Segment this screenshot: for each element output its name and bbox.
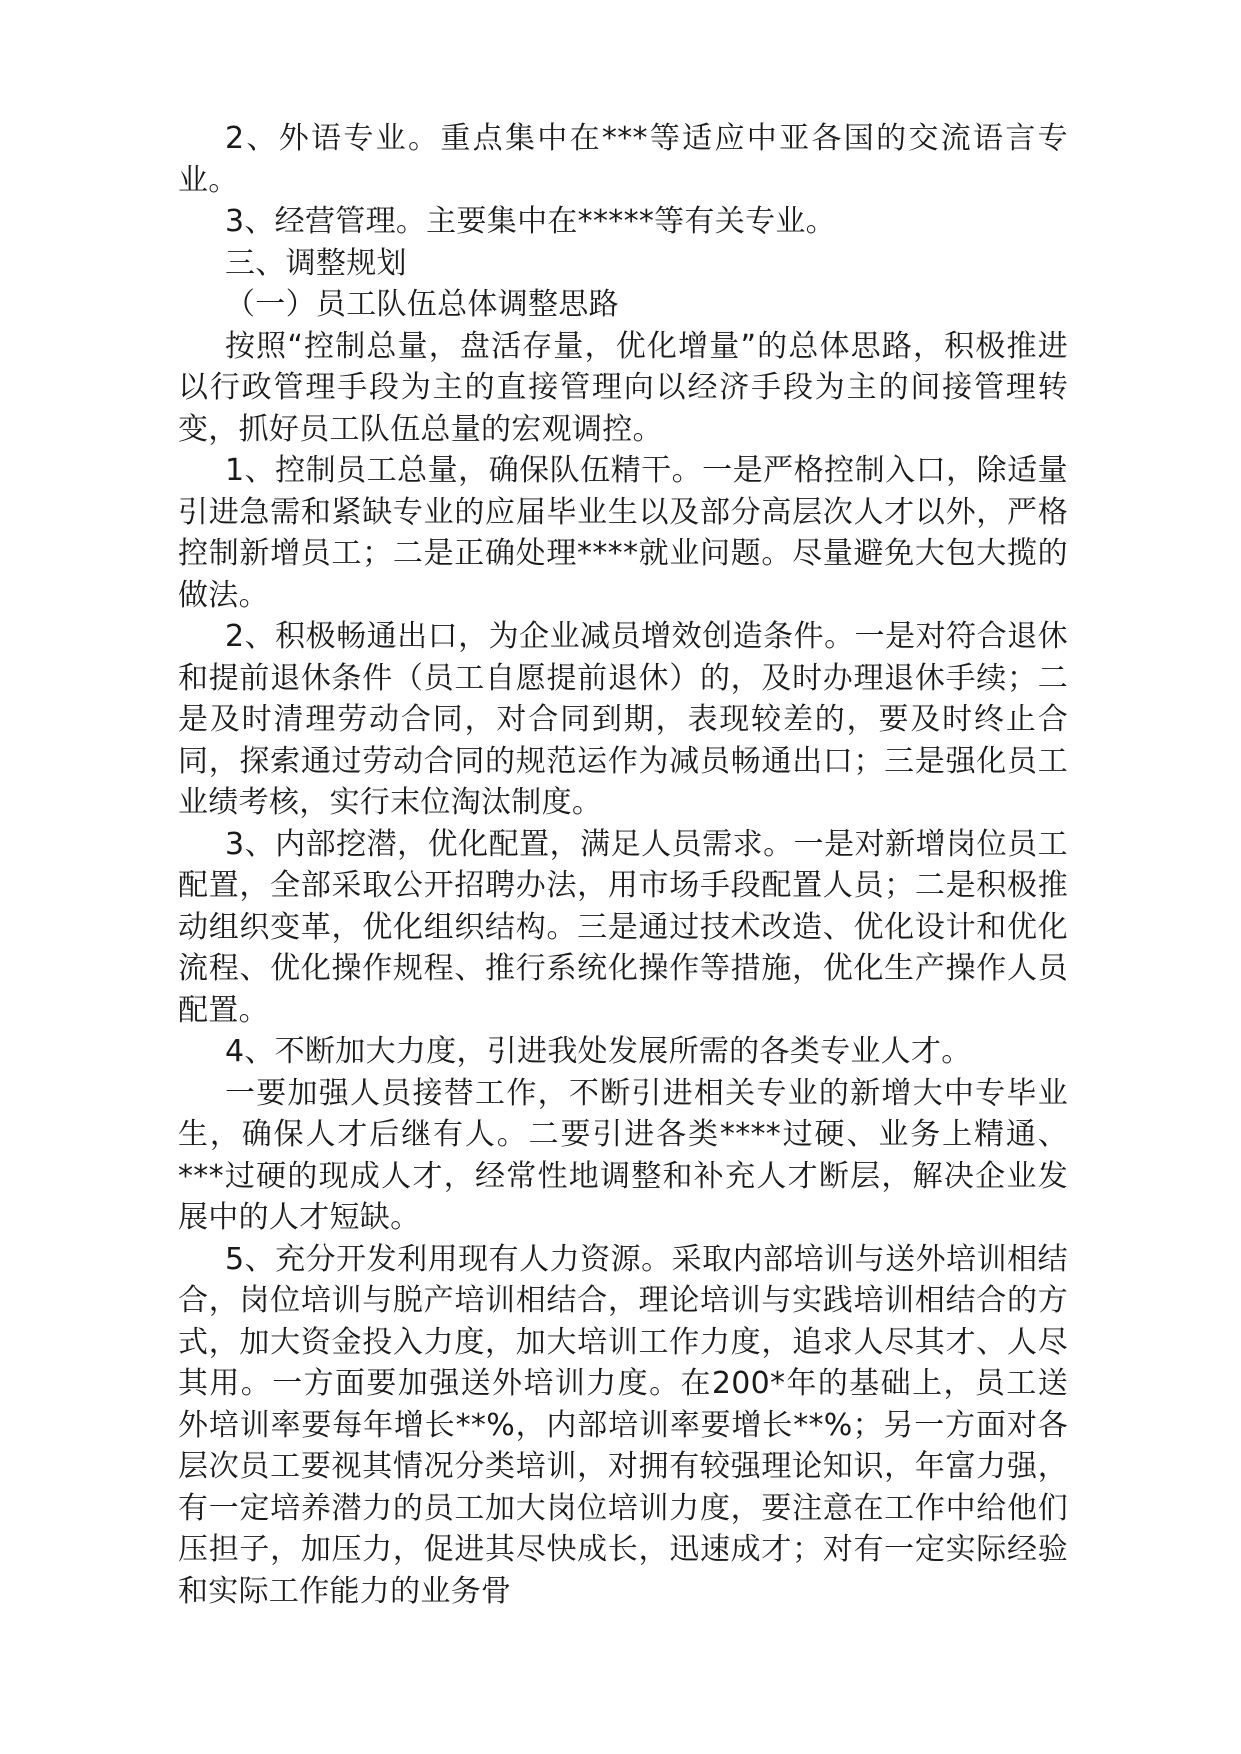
- paragraph-talent-introduction: 4、不断加大力度，引进我处发展所需的各类专业人才。: [225, 1034, 972, 1069]
- paragraph-training-development: 5、充分开发利用现有人力资源。采取内部培训与送外培训相结合，岗位培训与脱产培训相结合，理论培训与实践培训相结合的方式，加大资金投入力度，加大培训工作力度，追求人尽其才、人尽其用。一方面要加强送外培训力度。在200*年的基础上，员工送外培训率要每年增长**%，内部培训率要增长**%；另一方面对各层次员工要视其情况分类培训，对拥有较强理论知识，年富力强，有一定培养潜力的员工加大岗位培训力度，要注意在工作中给他们压担子，加压力，促进其尽快成长，迅速成才；对有一定实际经验和实际工作能力的业务骨: [178, 1241, 1068, 1609]
- paragraph-exit-channels: 2、积极畅通出口，为企业减员增效创造条件。一是对符合退休和提前退休条件（员工自愿提前退休）的，及时办理退休手续；二是及时清理劳动合同，对合同到期，表现较差的，要及时终止合同，探索通过劳动合同的规范运作为减员畅通出口；三是强化员工业绩考核，实行末位淘汰制度。: [178, 619, 1068, 820]
- paragraph-overall-approach: 按照“控制总量，盘活存量，优化增量”的总体思路，积极推进以行政管理手段为主的直接管理向以经济手段为主的间接管理转变，抓好员工队伍总量的宏观调控。: [178, 328, 1068, 447]
- paragraph-business-management: 3、经营管理。主要集中在*****等有关专业。: [225, 204, 836, 239]
- paragraph-control-headcount: 1、控制员工总量，确保队伍精干。一是严格控制入口，除适量引进急需和紧缺专业的应届毕业生以及部分高层次人才以外，严格控制新增员工；二是正确处理****就业问题。尽量避免大包大揽的做法。: [178, 453, 1068, 613]
- paragraph-foreign-language: 2、外语专业。重点集中在***等适应中亚各国的交流语言专业。: [178, 121, 1068, 198]
- section-heading-adjustment-plan: 三、调整规划: [225, 245, 407, 281]
- paragraph-talent-succession: 一要加强人员接替工作，不断引进相关专业的新增大中专毕业生，确保人才后继有人。二要引进各类****过硬、业务上精通、***过硬的现成人才，经常性地调整和补充人才断层，解决企业发展中的人才短缺。: [178, 1075, 1068, 1235]
- subsection-heading-overall-approach: （一）员工队伍总体调整思路: [225, 287, 619, 322]
- paragraph-internal-optimization: 3、内部挖潜，优化配置，满足人员需求。一是对新增岗位员工配置，全部采取公开招聘办法，用市场手段配置人员；二是积极推动组织变革，优化组织结构。三是通过技术改造、优化设计和优化流程、优化操作规程、推行系统化操作等措施，优化生产操作人员配置。: [178, 826, 1068, 1028]
- document-page: [178, 118, 1068, 1612]
